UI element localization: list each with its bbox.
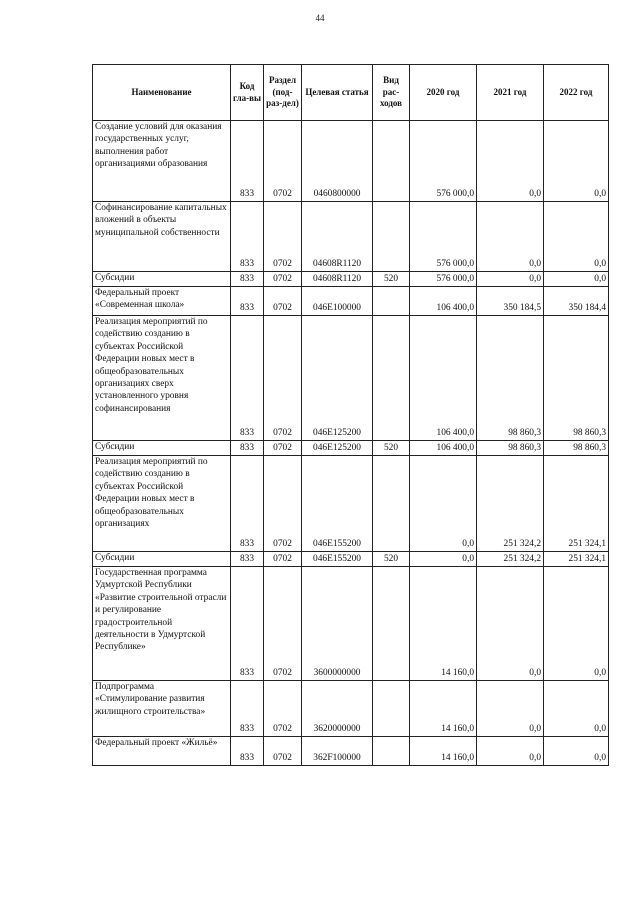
header-2021: 2021 год <box>477 65 544 121</box>
row-target: 3600000000 <box>302 567 373 681</box>
row-2020: 576 000,0 <box>410 121 477 202</box>
row-chapter: 833 <box>231 272 264 287</box>
header-expense: Вид рас-ходов <box>373 65 410 121</box>
page-number: 44 <box>315 13 325 23</box>
row-chapter: 833 <box>231 202 264 272</box>
row-2020: 0,0 <box>410 456 477 552</box>
row-section: 0702 <box>264 737 302 766</box>
row-target: 046E125200 <box>302 441 373 456</box>
row-section: 0702 <box>264 272 302 287</box>
row-2022: 0,0 <box>544 737 609 766</box>
row-section: 0702 <box>264 441 302 456</box>
row-2022: 0,0 <box>544 202 609 272</box>
row-2020: 106 400,0 <box>410 287 477 316</box>
row-section: 0702 <box>264 567 302 681</box>
table-row <box>93 202 609 272</box>
row-2022: 350 184,4 <box>544 287 609 316</box>
table-row <box>93 552 609 567</box>
row-section: 0702 <box>264 202 302 272</box>
row-2021: 350 184,5 <box>477 287 544 316</box>
row-2020: 106 400,0 <box>410 316 477 441</box>
row-target: 046E100000 <box>302 287 373 316</box>
row-name: Федеральный проект «Современная школа» <box>93 287 231 316</box>
row-expense <box>373 316 410 441</box>
row-2022: 0,0 <box>544 121 609 202</box>
row-target: 04608R1120 <box>302 202 373 272</box>
table-row <box>93 456 609 552</box>
row-2022: 0,0 <box>544 272 609 287</box>
row-target: 0460800000 <box>302 121 373 202</box>
row-2021: 0,0 <box>477 202 544 272</box>
row-expense: 520 <box>373 272 410 287</box>
row-expense <box>373 202 410 272</box>
table-row <box>93 287 609 316</box>
row-chapter: 833 <box>231 567 264 681</box>
row-2022: 0,0 <box>544 567 609 681</box>
row-2021: 0,0 <box>477 567 544 681</box>
row-section: 0702 <box>264 287 302 316</box>
row-name: Субсидии <box>93 441 231 456</box>
row-chapter: 833 <box>231 316 264 441</box>
row-2022: 251 324,1 <box>544 552 609 567</box>
row-2020: 0,0 <box>410 552 477 567</box>
header-section: Раздел (под-раз-дел) <box>264 65 302 121</box>
row-section: 0702 <box>264 121 302 202</box>
row-expense <box>373 681 410 737</box>
header-target: Целевая статья <box>302 65 373 121</box>
row-target: 362F100000 <box>302 737 373 766</box>
row-2020: 14 160,0 <box>410 737 477 766</box>
row-chapter: 833 <box>231 456 264 552</box>
table-row <box>93 121 609 202</box>
row-2020: 14 160,0 <box>410 681 477 737</box>
row-name: Создание условий для оказания государственных услуг, выполнения работ организациями образования <box>93 121 231 202</box>
table-row <box>93 272 609 287</box>
row-expense <box>373 121 410 202</box>
row-expense: 520 <box>373 441 410 456</box>
row-2020: 576 000,0 <box>410 272 477 287</box>
row-2022: 98 860,3 <box>544 316 609 441</box>
header-chapter: Код гла-вы <box>231 65 264 121</box>
row-chapter: 833 <box>231 441 264 456</box>
row-target: 046E155200 <box>302 456 373 552</box>
row-target: 046E155200 <box>302 552 373 567</box>
row-2021: 98 860,3 <box>477 441 544 456</box>
row-chapter: 833 <box>231 121 264 202</box>
row-2022: 0,0 <box>544 681 609 737</box>
table-row <box>93 441 609 456</box>
row-name: Подпрограмма «Стимулирование развития жилищного строительства» <box>93 681 231 737</box>
row-2021: 0,0 <box>477 681 544 737</box>
row-2021: 0,0 <box>477 737 544 766</box>
row-name: Государственная программа Удмуртской Республики «Развитие строительной отрасли и регулирование градостроительной деятельности в Удмуртской Республике» <box>93 567 231 681</box>
row-chapter: 833 <box>231 681 264 737</box>
row-2021: 251 324,2 <box>477 552 544 567</box>
header-2020: 2020 год <box>410 65 477 121</box>
row-expense <box>373 456 410 552</box>
budget-table <box>92 64 609 766</box>
row-2021: 0,0 <box>477 272 544 287</box>
row-target: 04608R1120 <box>302 272 373 287</box>
row-section: 0702 <box>264 552 302 567</box>
table-row <box>93 567 609 681</box>
row-name: Софинансирование капитальных вложений в объекты муниципальной собственности <box>93 202 231 272</box>
row-name: Реализация мероприятий по содействию созданию в субъектах Российской Федерации новых мест в общеобразовательных организациях сверх установленного уровня софинансирования <box>93 316 231 441</box>
row-section: 0702 <box>264 456 302 552</box>
table-row <box>93 316 609 441</box>
row-2020: 14 160,0 <box>410 567 477 681</box>
row-2020: 106 400,0 <box>410 441 477 456</box>
row-section: 0702 <box>264 316 302 441</box>
row-2022: 98 860,3 <box>544 441 609 456</box>
table-row <box>93 681 609 737</box>
table-row <box>93 737 609 766</box>
row-2021: 98 860,3 <box>477 316 544 441</box>
row-name: Субсидии <box>93 552 231 567</box>
row-chapter: 833 <box>231 287 264 316</box>
table-header-row <box>93 65 609 121</box>
row-target: 046E125200 <box>302 316 373 441</box>
row-section: 0702 <box>264 681 302 737</box>
row-2021: 251 324,2 <box>477 456 544 552</box>
row-target: 3620000000 <box>302 681 373 737</box>
row-2020: 576 000,0 <box>410 202 477 272</box>
row-name: Субсидии <box>93 272 231 287</box>
row-name: Федеральный проект «Жильё» <box>93 737 231 766</box>
row-expense: 520 <box>373 552 410 567</box>
header-2022: 2022 год <box>544 65 609 121</box>
row-2022: 251 324,1 <box>544 456 609 552</box>
row-chapter: 833 <box>231 737 264 766</box>
header-name: Наименование <box>93 65 231 121</box>
row-expense <box>373 737 410 766</box>
row-2021: 0,0 <box>477 121 544 202</box>
row-name: Реализация мероприятий по содействию созданию в субъектах Российской Федерации новых мест в общеобразовательных организациях <box>93 456 231 552</box>
row-chapter: 833 <box>231 552 264 567</box>
row-expense <box>373 567 410 681</box>
row-expense <box>373 287 410 316</box>
